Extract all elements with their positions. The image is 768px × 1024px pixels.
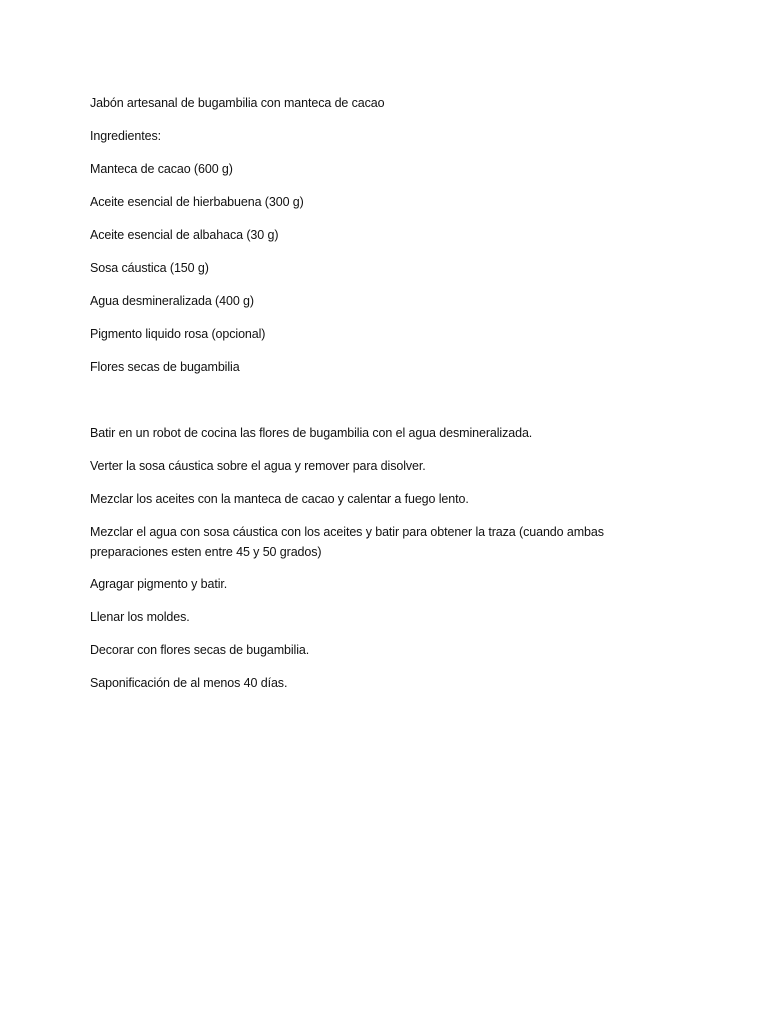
document-title: Jabón artesanal de bugambilia con manteca de cacao: [90, 96, 385, 110]
document-body: [90, 93, 650, 706]
step-item: Agragar pigmento y batir.: [90, 577, 228, 591]
ingredient-item: Sosa cáustica (150 g): [90, 261, 209, 275]
ingredient-item: Aceite esencial de albahaca (30 g): [90, 228, 279, 242]
step-item: Llenar los moldes.: [90, 610, 190, 624]
step-item: Verter la sosa cáustica sobre el agua y remover para disolver.: [90, 459, 426, 473]
ingredient-item: Flores secas de bugambilia: [90, 360, 240, 374]
section-spacer: [90, 390, 650, 423]
ingredient-item: Manteca de cacao (600 g): [90, 162, 233, 176]
step-item: Decorar con flores secas de bugambilia.: [90, 643, 310, 657]
step-item: Saponificación de al menos 40 días.: [90, 676, 288, 690]
ingredient-item: Pigmento liquido rosa (opcional): [90, 327, 266, 341]
ingredient-item: Aceite esencial de hierbabuena (300 g): [90, 195, 304, 209]
ingredient-item: Agua desmineralizada (400 g): [90, 294, 254, 308]
step-item: Mezclar los aceites con la manteca de cacao y calentar a fuego lento.: [90, 492, 469, 506]
step-item: Batir en un robot de cocina las flores de bugambilia con el agua desmineralizada.: [90, 426, 533, 440]
ingredients-heading: Ingredientes:: [90, 129, 161, 143]
step-item: Mezclar el agua con sosa cáustica con los aceites y batir para obtener la traza (cuando ambas preparaciones esten entre 45 y 50 grados): [90, 525, 604, 559]
